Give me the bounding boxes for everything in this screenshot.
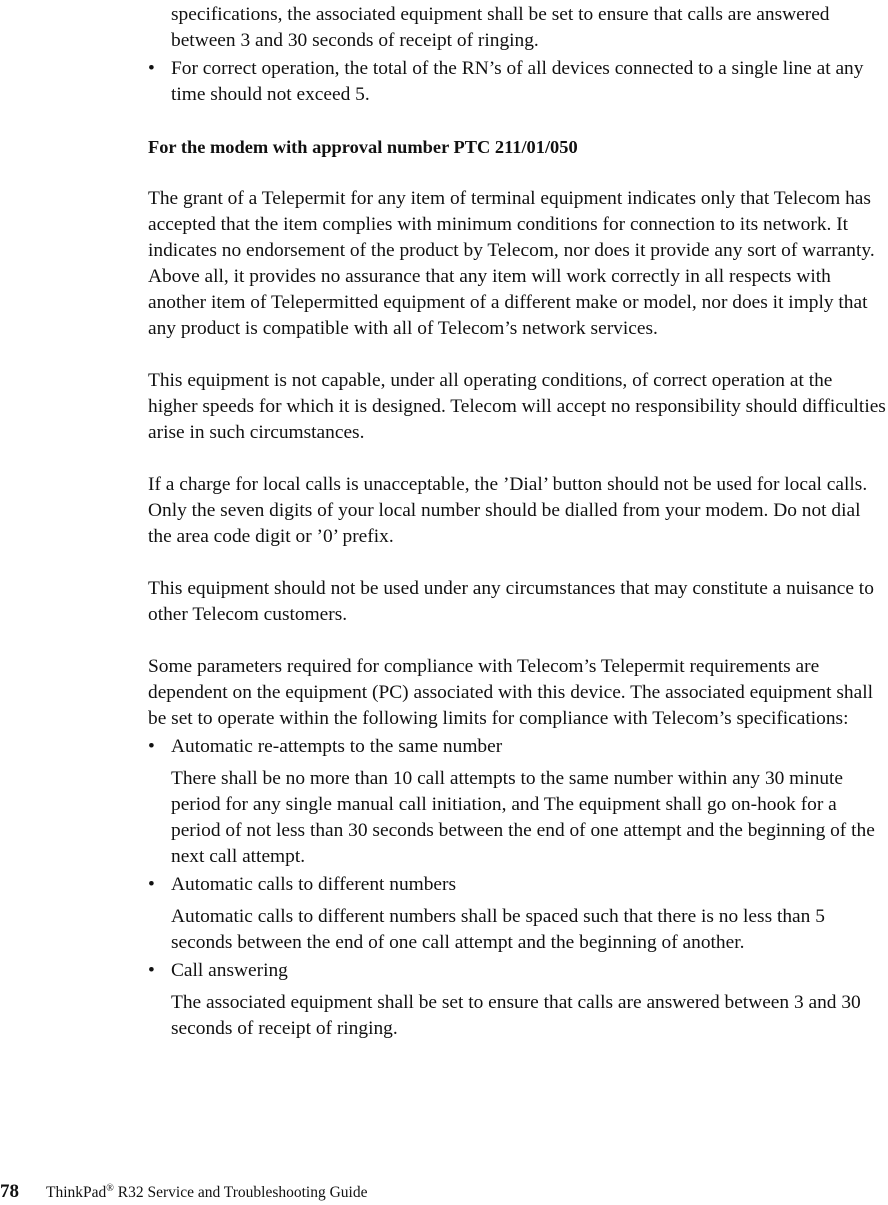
page-number: 78 xyxy=(0,1181,19,1202)
paragraph-parameters: Some parameters required for compliance with Telecom’s Telepermit requirements are dependent on the equipment (PC) associated with this device. The associated equipment shall be set to operate within the following limits for compliance with Telecom’s specifications: xyxy=(148,656,873,729)
bullet-marker: • xyxy=(148,960,155,981)
bullet-marker: • xyxy=(148,736,155,757)
limits-list xyxy=(148,734,886,1042)
guide-title xyxy=(46,1181,367,1205)
page-footer xyxy=(0,1180,888,1204)
registered-mark: ® xyxy=(106,1183,114,1194)
paragraph-local-calls: If a charge for local calls is unacceptable, the ’Dial’ button should not be used for local calls. Only the seven digits of your local number should be dialled from your modem. Do not dial the area code digit or ’0’ prefix. xyxy=(148,474,868,547)
section-heading: For the modem with approval number PTC 211/01/050 xyxy=(148,137,578,157)
limit-item xyxy=(148,872,886,898)
bullet-text: For correct operation, the total of the RN’s of all devices connected to a single line at any time should not exceed 5. xyxy=(171,58,864,105)
bullet-marker: • xyxy=(148,58,155,79)
guide-title-brand: ThinkPad xyxy=(46,1184,107,1201)
limit-body: The associated equipment shall be set to ensure that calls are answered between 3 and 30 seconds of receipt of ringing. xyxy=(171,992,861,1039)
paragraph-capability: This equipment is not capable, under all operating conditions, of correct operation at the higher speeds for which it is designed. Telecom will accept no responsibility should difficulties arise in such circumstances. xyxy=(148,370,886,443)
continued-text: specifications, the associated equipment shall be set to ensure that calls are answered between 3 and 30 seconds of receipt of ringing. xyxy=(171,4,830,51)
limit-title: Automatic calls to different numbers xyxy=(171,874,457,895)
limit-item xyxy=(148,958,886,984)
limit-body: There shall be no more than 10 call attempts to the same number within any 30 minute period for any single manual call initiation, and The equipment shall go on-hook for a period of not less than 30 seconds between the end of one attempt and the beginning of the next call attempt. xyxy=(171,768,875,867)
bullet-marker: • xyxy=(148,874,155,895)
rn-bullet-item xyxy=(148,56,886,108)
paragraph-telepermit: The grant of a Telepermit for any item of terminal equipment indicates only that Telecom has accepted that the item complies with minimum conditions for connection to its network. It indicates no endorsement of the product by Telecom, nor does it provide any sort of warranty. Above all, it provides no assurance that any item will work correctly in all respects with another item of Telepermitted equipment of a different make or model, nor does it imply that any product is compatible with all of Telecom’s network services. xyxy=(148,188,875,339)
page-content xyxy=(148,2,886,1042)
guide-title-rest: R32 Service and Troubleshooting Guide xyxy=(113,1184,368,1201)
limit-title: Call answering xyxy=(171,960,288,981)
paragraph-nuisance: This equipment should not be used under any circumstances that may constitute a nuisance to other Telecom customers. xyxy=(148,578,874,625)
limit-title: Automatic re-attempts to the same number xyxy=(171,736,503,757)
limit-item xyxy=(148,734,886,760)
limit-body: Automatic calls to different numbers shall be spaced such that there is no less than 5 seconds between the end of one call attempt and the beginning of another. xyxy=(171,906,825,953)
